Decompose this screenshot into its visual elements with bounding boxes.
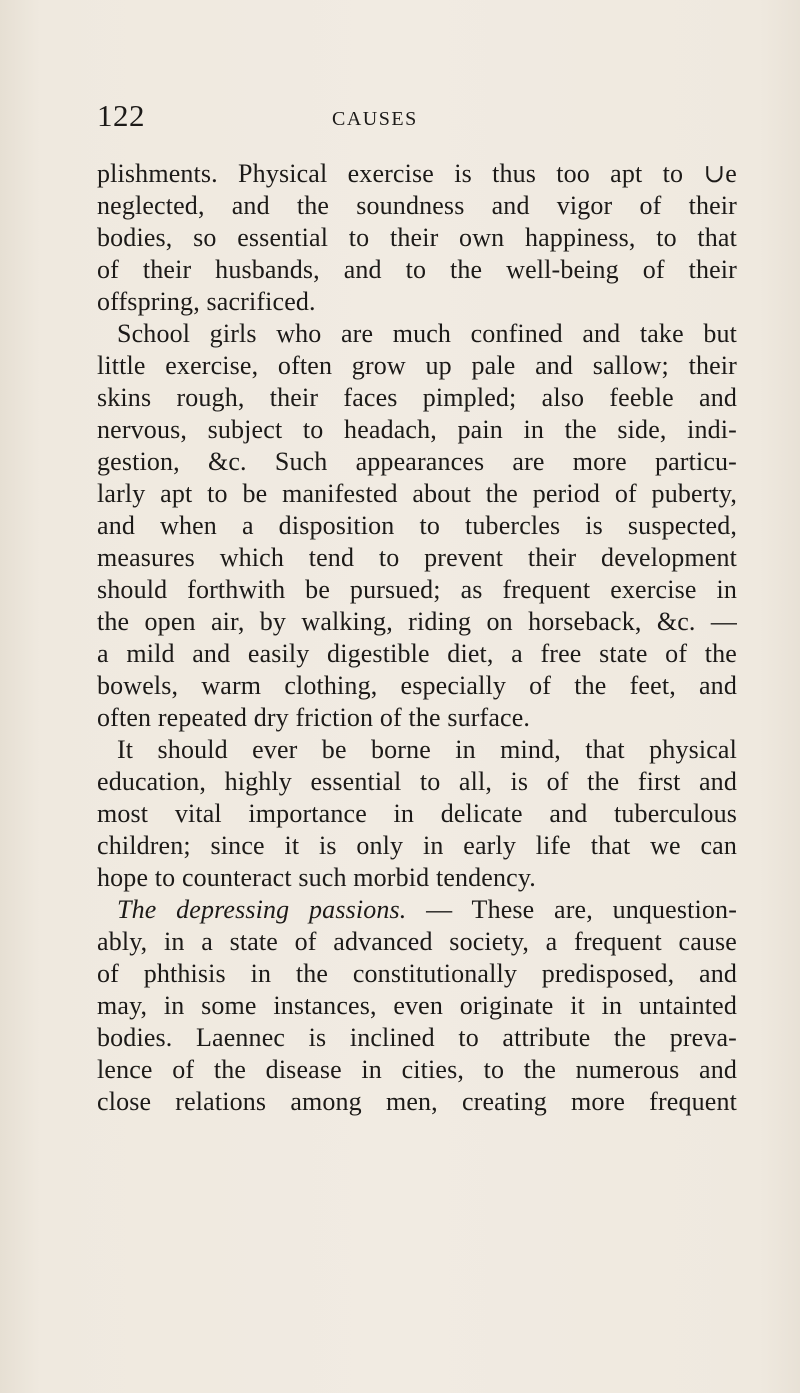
text-line: a mild and easily digestible diet, a free state of the bbox=[97, 639, 737, 668]
section-heading-line bbox=[97, 894, 737, 926]
text-line: bowels, warm clothing, especially of the feet, and bbox=[97, 671, 737, 700]
text-line: ably, in a state of advanced society, a frequent cause bbox=[97, 927, 737, 956]
text-line: may, in some instances, even originate it in untainted bbox=[97, 991, 737, 1020]
text-line: bodies, so essential to their own happiness, to that bbox=[97, 223, 737, 252]
text-line: lence of the disease in cities, to the numerous and bbox=[97, 1055, 737, 1084]
text-line: of their husbands, and to the well-being of their bbox=[97, 255, 737, 284]
text-line: most vital importance in delicate and tuberculous bbox=[97, 799, 737, 828]
paragraph-start-line: It should ever be borne in mind, that physical bbox=[117, 735, 737, 764]
text-line: offspring, sacrificed. bbox=[97, 287, 316, 316]
text-line: neglected, and the soundness and vigor of their bbox=[97, 191, 737, 220]
running-head bbox=[97, 96, 737, 136]
text-line: often repeated dry friction of the surface. bbox=[97, 703, 531, 732]
text-line: larly apt to be manifested about the period of puberty, bbox=[97, 479, 737, 508]
section-heading-continuation: — These are, unquestion- bbox=[406, 895, 737, 924]
body-text bbox=[97, 158, 737, 1118]
text-line: hope to counteract such morbid tendency. bbox=[97, 863, 536, 892]
text-line: and when a disposition to tubercles is suspected, bbox=[97, 511, 737, 540]
text-line: measures which tend to prevent their development bbox=[97, 543, 737, 572]
text-line: little exercise, often grow up pale and sallow; their bbox=[97, 351, 737, 380]
text-line: the open air, by walking, riding on horseback, &c. — bbox=[97, 607, 737, 636]
paragraph-start-line: School girls who are much confined and take but bbox=[117, 319, 737, 348]
text-line: skins rough, their faces pimpled; also feeble and bbox=[97, 383, 737, 412]
text-line: bodies. Laennec is inclined to attribute the preva- bbox=[97, 1023, 737, 1052]
text-line: of phthisis in the constitutionally predisposed, and bbox=[97, 959, 737, 988]
text-line: education, highly essential to all, is of the first and bbox=[97, 767, 737, 796]
text-line: children; since it is only in early life that we can bbox=[97, 831, 737, 860]
text-line: close relations among men, creating more frequent bbox=[97, 1087, 737, 1116]
text-line: nervous, subject to headach, pain in the side, indi- bbox=[97, 415, 737, 444]
chapter-title: CAUSES bbox=[332, 108, 418, 130]
text-line: plishments. Physical exercise is thus too apt to ∪e bbox=[97, 159, 737, 188]
page-number: 122 bbox=[97, 98, 145, 133]
section-heading: The depressing passions. bbox=[117, 895, 407, 924]
text-line: should forthwith be pursued; as frequent exercise in bbox=[97, 575, 737, 604]
text-line: gestion, &c. Such appearances are more particu- bbox=[97, 447, 737, 476]
